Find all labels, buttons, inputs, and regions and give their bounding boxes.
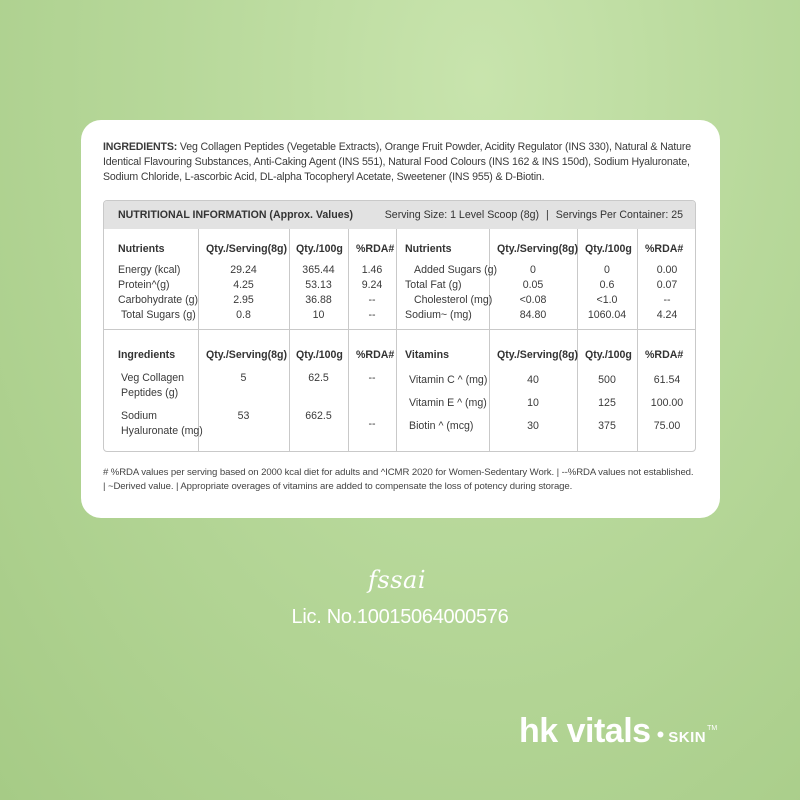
nutrition-table <box>103 200 696 452</box>
ingredient-rda: -- <box>368 372 376 384</box>
nutrient-name: Sodium~ (mg) <box>405 309 472 321</box>
header-nutrients: Nutrients <box>118 243 165 255</box>
nutrient-per100: 36.88 <box>305 294 332 306</box>
nutrient-serving: 84.80 <box>519 309 547 321</box>
serving-size: Serving Size: 1 Level Scoop (8g) <box>384 209 540 221</box>
header-nutrients: Nutrients <box>405 243 452 255</box>
vitamin-per100: 500 <box>598 374 616 386</box>
nutrition-grid-lower <box>104 229 695 451</box>
vitamin-name: Vitamin E ^ (mg) <box>409 397 487 409</box>
ingredient-per100: 62.5 <box>308 372 329 384</box>
nutrient-name: Added Sugars (g) <box>414 264 498 276</box>
nutrient-per100: 10 <box>312 309 325 321</box>
nutrient-per100: 1060.04 <box>587 309 627 321</box>
header-vitamins: Vitamins <box>405 349 449 361</box>
trademark-mark: TM <box>707 725 718 732</box>
nutrient-serving: <0.08 <box>519 294 547 306</box>
ingredients-list: Veg Collagen Peptides (Vegetable Extracts), Orange Fruit Powder, Acidity Regulator (INS 330), Natural & Nature Identical Flavouring Substances, Anti-Caking Agent (INS 551), Natural Food Colours (INS 162 & INS 150d), Sodium Hyaluronate, Sodium Chloride, L-ascorbic Acid, DL-alpha Tocopheryl Acetate, Sweetener (INS 955) & D-Biotin. <box>103 141 692 183</box>
nutrient-name: Energy (kcal) <box>118 264 181 276</box>
header-ingredients: Ingredients <box>118 349 176 361</box>
ingredient-rda: -- <box>368 418 376 430</box>
serving-separator: | <box>546 209 549 221</box>
nutrient-rda: -- <box>368 294 376 306</box>
vitamin-rda: 61.54 <box>653 374 681 386</box>
ingredient-per100: 662.5 <box>305 410 332 422</box>
ingredient-name: Hyaluronate (mg) <box>121 425 203 437</box>
header-qty-100g: Qty./100g <box>585 349 632 361</box>
nutrient-rda: 9.24 <box>361 279 383 291</box>
nutrient-per100: 0.6 <box>599 279 615 291</box>
header-qty-100g: Qty./100g <box>296 243 343 255</box>
header-qty-100g: Qty./100g <box>585 243 632 255</box>
nutrition-label-card <box>81 120 720 518</box>
nutrient-per100: 365.44 <box>302 264 335 276</box>
license-number: Lic. No.10015064000576 <box>291 606 509 628</box>
ingredient-name: Sodium <box>121 410 157 422</box>
header-rda: %RDA# <box>645 243 684 255</box>
vitamin-per100: 125 <box>598 397 616 409</box>
nutrient-name: Total Fat (g) <box>405 279 462 291</box>
vitamin-serving: 40 <box>527 374 539 386</box>
nutrient-name: Cholesterol (mg) <box>414 294 493 306</box>
nutrient-serving: 2.95 <box>233 294 254 306</box>
nutrient-per100: 0 <box>604 264 610 276</box>
vitamin-per100: 375 <box>598 420 616 432</box>
ingredient-name: Veg Collagen <box>121 372 185 384</box>
ingredient-serving: 5 <box>240 372 247 384</box>
header-rda: %RDA# <box>356 349 395 361</box>
brand-name: hk vitals <box>519 712 651 750</box>
header-qty-100g: Qty./100g <box>296 349 343 361</box>
nutrient-rda: -- <box>368 309 376 321</box>
header-qty-serving: Qty./Serving(8g) <box>206 243 288 255</box>
nutrition-header <box>104 201 695 229</box>
ingredient-serving: 53 <box>237 410 250 422</box>
header-qty-serving: Qty./Serving(8g) <box>497 243 579 255</box>
vitamin-serving: 30 <box>527 420 539 432</box>
vitamin-serving: 10 <box>527 397 539 409</box>
fssai-logo: fssai <box>368 566 426 594</box>
nutrient-rda: 0.07 <box>656 279 678 291</box>
brand-logo <box>519 712 717 751</box>
nutrition-title: NUTRITIONAL INFORMATION (Approx. Values) <box>118 209 354 221</box>
ingredients-label: INGREDIENTS: <box>103 141 178 153</box>
nutrient-name: Carbohydrate (g) <box>118 294 199 306</box>
ingredient-name: Peptides (g) <box>121 387 179 399</box>
nutrient-rda: 0.00 <box>656 264 678 276</box>
serving-info <box>385 209 683 221</box>
header-qty-serving: Qty./Serving(8g) <box>206 349 288 361</box>
vitamin-name: Vitamin C ^ (mg) <box>409 374 488 386</box>
servings-per-container: Servings Per Container: 25 <box>555 209 683 221</box>
brand-dot-icon: • <box>656 722 665 747</box>
brand-sub: SKIN <box>668 729 707 746</box>
nutrient-name: Protein^(g) <box>118 279 170 291</box>
vitamin-name: Biotin ^ (mcg) <box>409 420 474 432</box>
nutrient-serving: 4.25 <box>233 279 254 291</box>
nutrient-rda: -- <box>663 294 671 306</box>
vitamin-rda: 100.00 <box>650 397 684 409</box>
header-rda: %RDA# <box>645 349 684 361</box>
header-qty-serving: Qty./Serving(8g) <box>497 349 579 361</box>
nutrient-serving: 0.8 <box>236 309 251 321</box>
section-divider <box>104 329 695 330</box>
nutrient-name: Total Sugars (g) <box>121 309 196 321</box>
nutrient-serving: 29.24 <box>230 264 257 276</box>
nutrient-per100: <1.0 <box>596 294 618 306</box>
nutrient-serving: 0 <box>530 264 536 276</box>
nutrient-rda: 1.46 <box>361 264 383 276</box>
nutrient-serving: 0.05 <box>522 279 544 291</box>
nutrient-rda: 4.24 <box>656 309 678 321</box>
header-rda: %RDA# <box>356 243 395 255</box>
ingredients-text <box>103 140 698 186</box>
footnote: # %RDA values per serving based on 2000 kcal diet for adults and ^ICMR 2020 for Women-Sedentary Work. | --%RDA values not established. | ~Derived value. | Appropriate overages of vitamins are added to compensate the loss of potency during storage. <box>103 467 694 492</box>
nutrient-per100: 53.13 <box>305 279 332 291</box>
vitamin-rda: 75.00 <box>653 420 681 432</box>
